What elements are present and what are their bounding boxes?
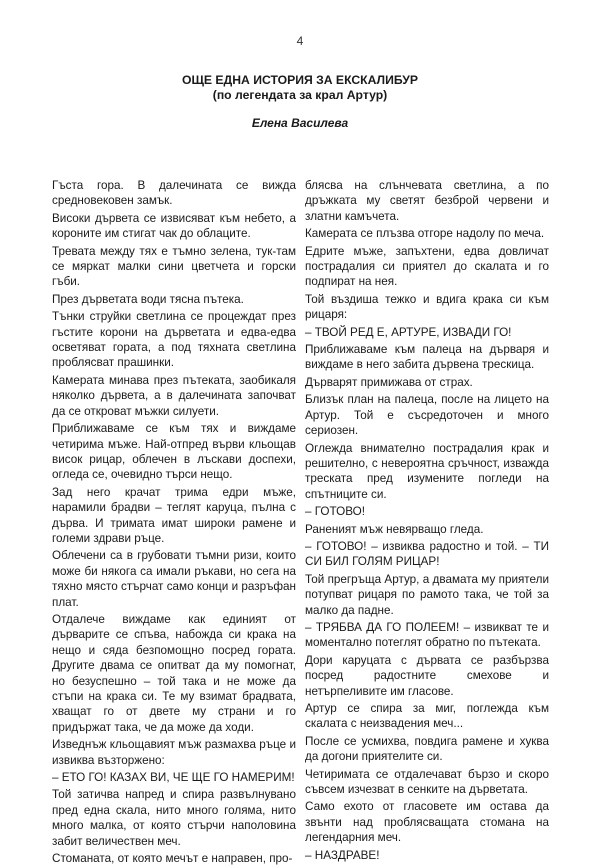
paragraph: Тревата между тях е тъмно зелена, тук-там се мяркат малки сини цветчета и горски гъби. [52,244,296,289]
paragraph: – ГОТОВО! [305,505,365,519]
paragraph: – ТРЯБВА ДА ГО ПОЛЕЕМ! – извикват те и моментално потеглят обратно по пътеката. [305,620,549,650]
paragraph: Зад него крачат трима едри мъже, нарамили брадви – теглят каруца, пълна с дърва. И тримата имат широки рамене и големи здрави ръце. [52,485,296,545]
paragraph: Близък план на палеца, после на лицето на Артур. Той е съсредоточен и много сериозен. [305,393,549,438]
paragraph: Дърварят примижава от страх. [305,375,473,389]
paragraph: Високи дървета се извисяват към небето, а короните им стигат чак до облаците. [52,211,296,241]
paragraph: – НАЗДРАВЕ! [305,848,380,862]
paragraph: Дори каруцата с дървата се разбързва посред радостните смехове и нетърпеливите им гласове. [305,653,549,698]
right-column [305,178,549,865]
paragraph: Приближаваме към палеца на дърваря и виждаме в него забита дървена трескица. [305,343,549,372]
paragraph: – ТВОЙ РЕД Е, АРТУРЕ, ИЗВАДИ ГО! [305,325,512,339]
paragraph: Гъста гора. В далечината се вижда средновековен замък. [52,179,296,208]
paragraph: – ГОТОВО! – извиква радостно и той. – ТИ СИ БИЛ ГОЛЯМ РИЦАР! [305,539,549,569]
paragraph: През дърветата води тясна пътека. [52,292,244,306]
paragraph: Оглежда внимателно пострадалия крак и решително, с невероятна сръчност, изважда треската пред изумените погледи на спътниците си. [305,441,549,501]
paragraph: Той въздиша тежко и вдига крака си към рицаря: [305,292,549,322]
paragraph: Той затичва напред и спира развълнувано пред една скала, нито много голяма, нито много малка, от която стърчи наполовина забит величествен меч. [52,788,296,848]
paragraph: Само ехото от гласовете им остава да звънти над проблясващата стомана на легендарния меч. [305,800,549,845]
paragraph: Едрите мъже, запъхтени, едва довличат пострадалия си приятел до скалата и го подпират на нея. [305,244,549,289]
paragraph: Стоманата, от която мечът е направен, про- [52,852,293,866]
story-title [0,73,600,103]
paragraph: Той прегръща Артур, а двамата му приятели потупват рицаря по рамото така, че той за малко да падне. [305,572,549,617]
title-line-1: ОЩЕ ЕДНА ИСТОРИЯ ЗА ЕКСКАЛИБУР [181,73,419,87]
left-column [52,178,296,868]
paragraph: После се усмихва, повдига рамене и хуква да догони приятелите си. [305,734,549,764]
paragraph: – ЕТО ГО! КАЗАХ ВИ, ЧЕ ЩЕ ГО НАМЕРИМ! [52,771,295,785]
paragraph: Облечени са в грубовати тъмни ризи, които може би някога са имали ръкави, но сега на тяхно място стърчат само конци и разръфан плат. [52,549,296,609]
paragraph: Камерата минава през пътеката, заобикаля няколко дървета, а в далечината започват да се откроват мъжки силуети. [52,373,296,418]
paragraph: Раненият мъж невярващо гледа. [305,522,484,536]
paragraph: Артур се спира за миг, поглежда към скалата с неизвадения меч... [305,702,549,731]
paragraph: Тънки струйки светлина се процеждат през гъстите корони на дърветата и едва-едва осветяват гората, а под тяхната светлина проблясват прашинки. [52,310,296,370]
paragraph: Отдалече виждаме как единият от дърварите се спъва, набожда си крака на нещо и сяда безпомощно посред гората. Другите двама се опитват да му помогнат, но безуспешно – той така и не може да стъпи на крака си. Те му взимат брадвата, хващат го от двете му страни и го придържат така, че да може да ходи. [52,612,296,734]
paragraph: Приближаваме се към тях и виждаме четирима мъже. Най-отпред върви кльощав висок рицар, облечен в лъскави доспехи, огледа се, очевидно търси нещо. [52,422,296,482]
paragraph: Четиримата се отдалечават бързо и скоро съвсем изчезват в сенките на дърветата. [305,767,549,797]
author-name: Елена Василева [251,116,349,130]
paragraph: Изведнъж кльощавият мъж размахва ръце и извиква възторжено: [52,738,296,767]
title-line-2: (по легендата за крал Артур) [212,88,388,102]
paragraph: блясва на слънчевата светлина, а по дръжката му светят безброй червени и златни камъчета. [305,179,549,223]
paragraph: Камерата се плъзва отгоре надолу по меча. [305,227,545,241]
page-number: 4 [296,34,304,48]
